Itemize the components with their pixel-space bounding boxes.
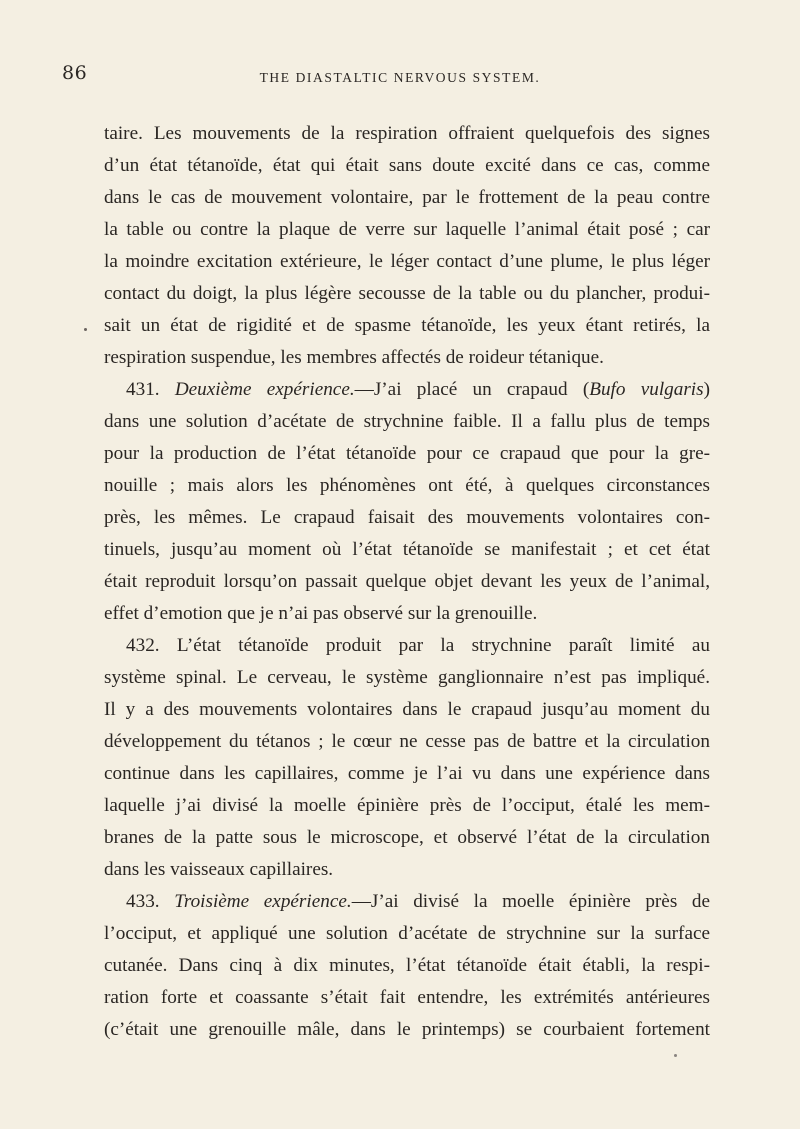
text-line: respiration suspendue, les membres affectés de roideur tétanique. (104, 347, 604, 368)
text-run: L’état tétanoïde produit par la strychnine paraît limité au (176, 635, 710, 656)
text-run: —J’ai divisé la moelle épinière près de (351, 891, 711, 912)
text-line: contact du doigt, la plus légère secousse de la table ou du plancher, produi- (104, 283, 710, 304)
paragraph-433-first-line (104, 886, 710, 918)
text-line: développement du tétanos ; le cœur ne cesse pas de battre et la circulation (104, 731, 710, 752)
body-text (104, 118, 710, 1046)
text-line: effet d’emotion que je n’ai pas observé sur la grenouille. (104, 603, 538, 624)
text-line: ration forte et coassante s’était fait entendre, les extrémités antérieures (104, 987, 710, 1008)
text-line: près, les mêmes. Le crapaud faisait des mouvements volontaires con- (104, 507, 710, 528)
text-line: pour la production de l’état tétanoïde pour ce crapaud que pour la gre- (104, 443, 710, 464)
margin-mark (84, 328, 87, 331)
speck (674, 1054, 677, 1057)
text-line: dans les vaisseaux capillaires. (104, 859, 334, 880)
text-run: ) (703, 379, 710, 400)
text-line: taire. Les mouvements de la respiration offraient quelquefois des signes (104, 123, 710, 144)
text-line: la moindre excitation extérieure, le léger contact d’une plume, le plus léger (104, 251, 710, 272)
paragraph-432-first-line (104, 630, 710, 662)
paragraph-431-first-line (104, 374, 710, 406)
text-line: cutanée. Dans cinq à dix minutes, l’état tétanoïde était établi, la respi- (104, 955, 710, 976)
text-line: branes de la patte sous le microscope, et observé l’état de la circulation (104, 827, 710, 848)
text-line: tinuels, jusqu’au moment où l’état tétanoïde se manifestait ; et cet état (104, 539, 710, 560)
text-line: continue dans les capillaires, comme je l’ai vu dans une expérience dans (104, 763, 710, 784)
experiment-heading: Troisième expérience. (174, 891, 352, 912)
text-line: était reproduit lorsqu’on passait quelque objet devant les yeux de l’animal, (104, 571, 710, 592)
text-line: d’un état tétanoïde, état qui était sans doute excité dans ce cas, comme (104, 155, 710, 176)
text-run: —J’ai placé un crapaud ( (354, 379, 590, 400)
text-line: (c’était une grenouille mâle, dans le printemps) se courbaient fortement (104, 1019, 710, 1040)
text-line: Il y a des mouvements volontaires dans le crapaud jusqu’au moment du (104, 699, 710, 720)
text-line: la table ou contre la plaque de verre sur laquelle l’animal était posé ; car (104, 219, 710, 240)
text-line: système spinal. Le cerveau, le système ganglionnaire n’est pas impliqué. (104, 667, 710, 688)
text-line: sait un état de rigidité et de spasme tétanoïde, les yeux étant retirés, la (104, 315, 710, 336)
text-line: nouille ; mais alors les phénomènes ont été, à quelques circonstances (104, 475, 710, 496)
running-head: THE DIASTALTIC NERVOUS SYSTEM. (259, 70, 541, 85)
text-line: dans le cas de mouvement volontaire, par le frottement de la peau contre (104, 187, 710, 208)
paragraph-number: 433. (126, 891, 160, 912)
text-line: l’occiput, et appliqué une solution d’acétate de strychnine sur la surface (104, 923, 710, 944)
paragraph-number: 432. (126, 635, 160, 656)
experiment-heading: Deuxième expérience. (174, 379, 355, 400)
species-name: Bufo vulgaris (589, 379, 704, 400)
page-number: 86 (62, 62, 88, 84)
paragraph-number: 431. (126, 379, 160, 400)
text-line: laquelle j’ai divisé la moelle épinière près de l’occiput, étalé les mem- (104, 795, 710, 816)
text-line: dans une solution d’acétate de strychnine faible. Il a fallu plus de temps (104, 411, 710, 432)
